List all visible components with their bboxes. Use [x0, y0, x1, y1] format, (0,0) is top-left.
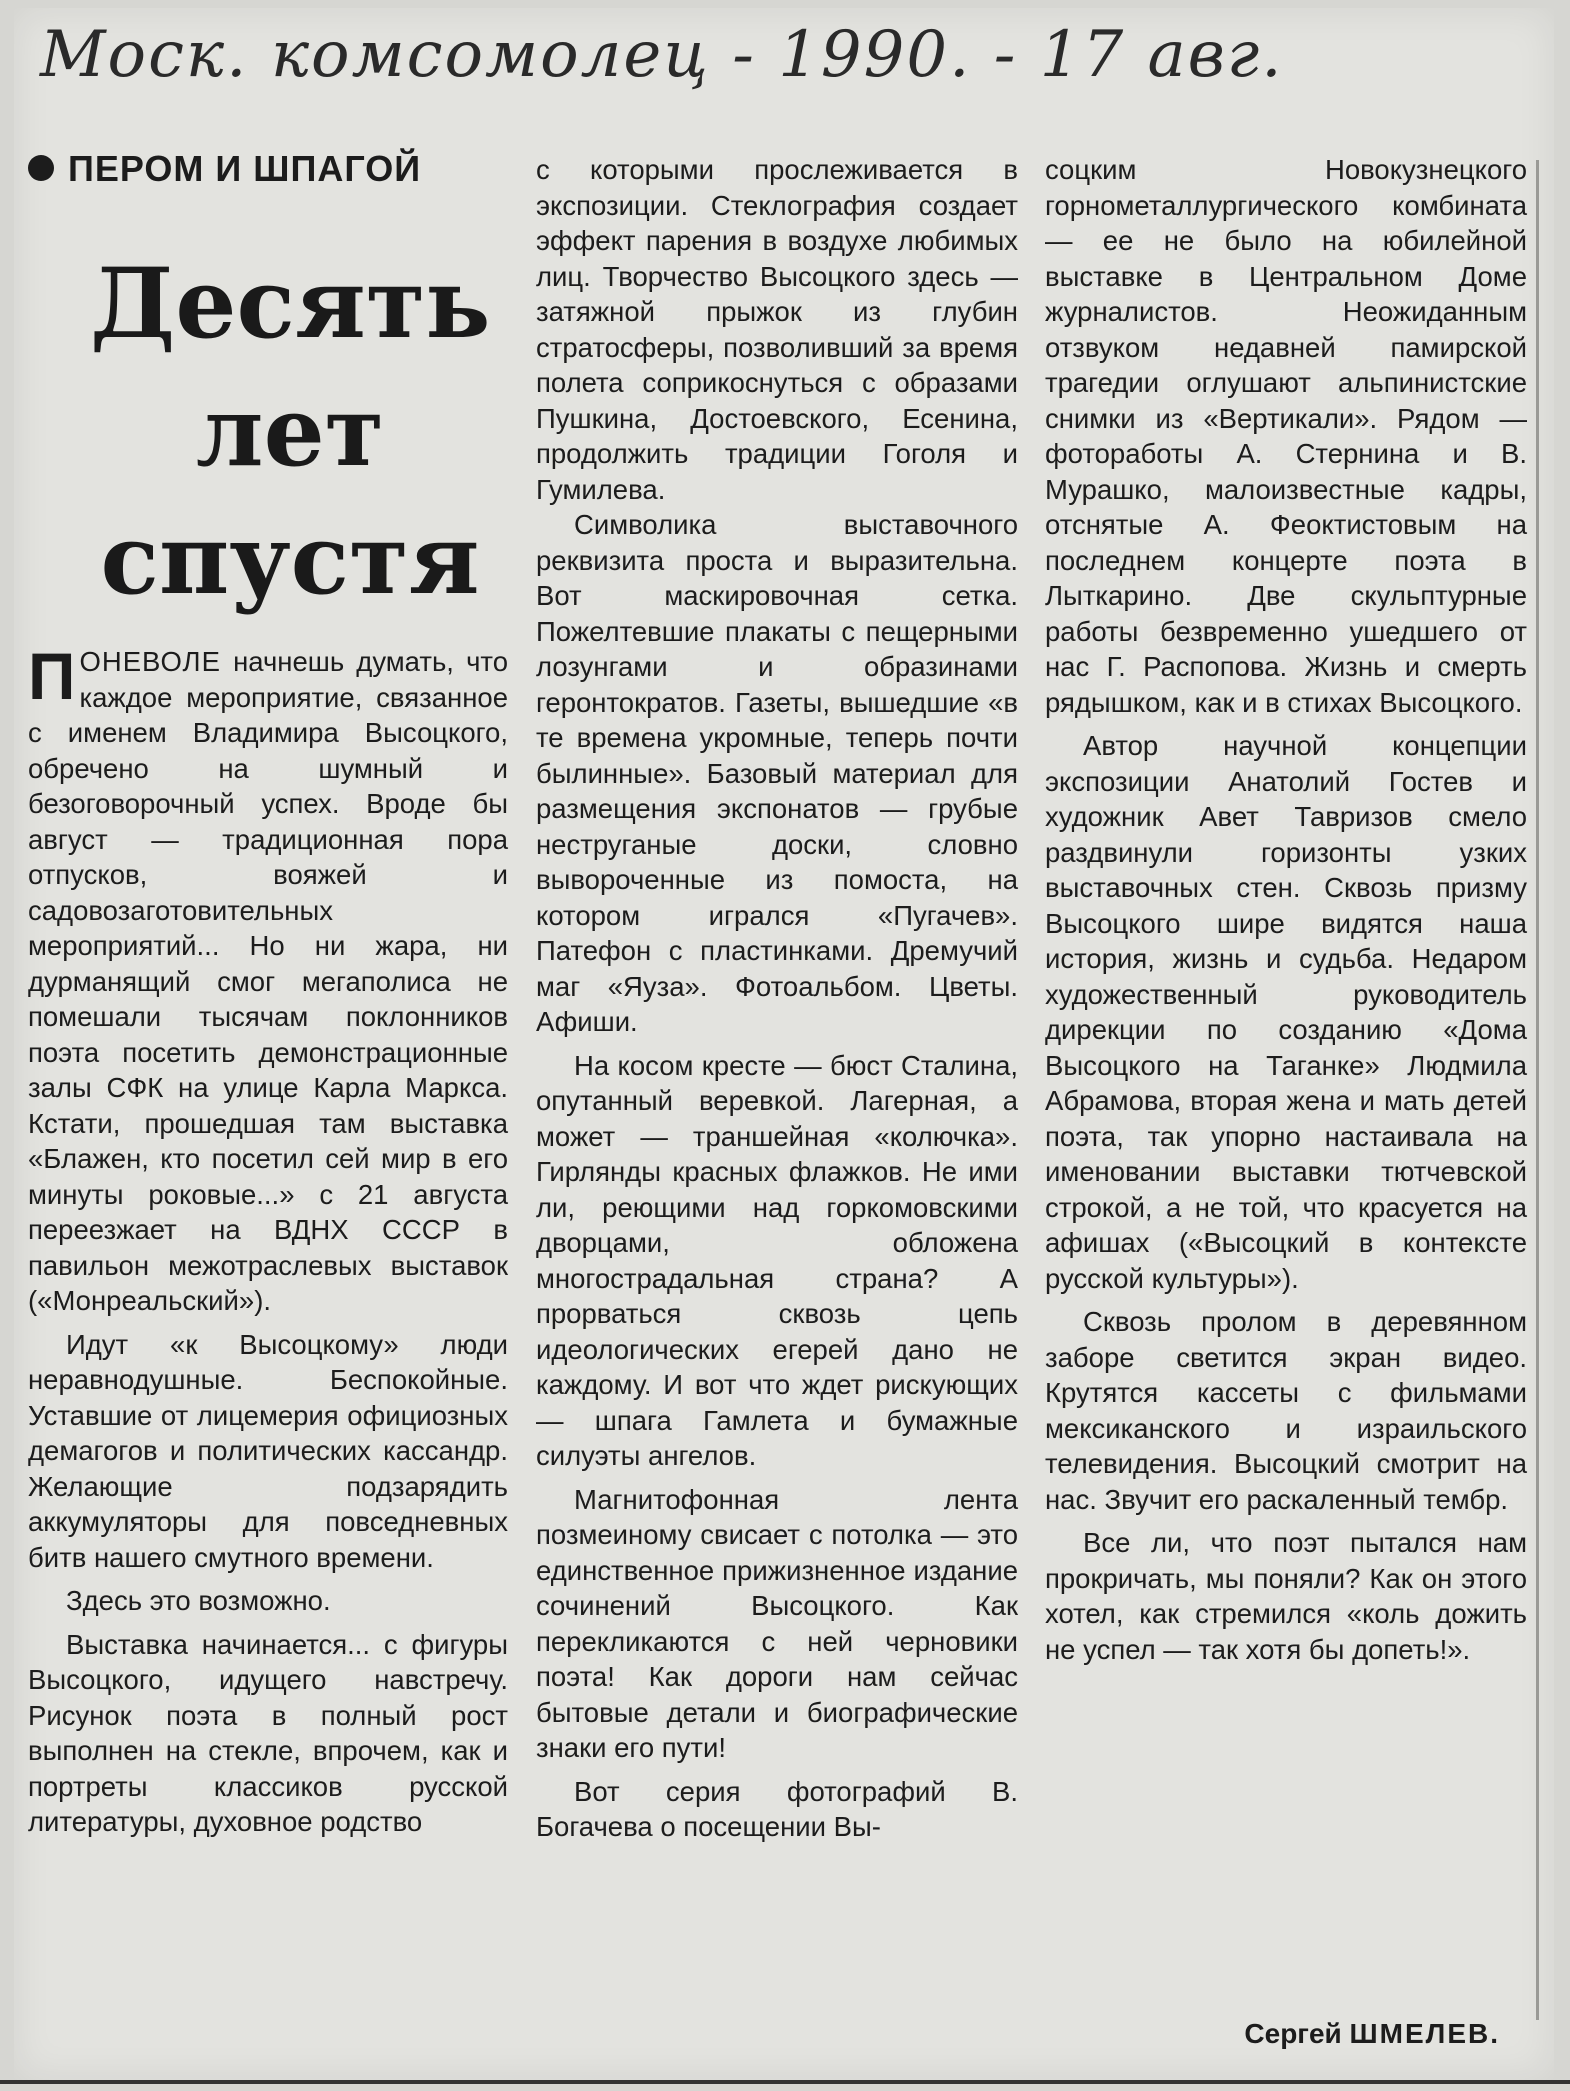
paragraph: соцким Новокузнецкого горнометаллургического комбината — ее не было на юбилейной выставке в Центральном Доме журналистов. Неожиданным отзвуком недавней памирской трагедии оглушают альпинистские снимки из «Вертикали». Рядом — фотоработы А. Стернина и В. Мурашко, малоизвестные кадры, отснятые А. Феоктистовым на последнем концерте поэта в Лыткарино. Две скульптурные работы безвременно ушедшего от нас Г. Распопова. Жизнь и смерть рядышком, как и в стихах Высоцкого. [1045, 154, 1527, 718]
headline-line-1: Десять [90, 247, 491, 360]
drop-cap: П [28, 639, 76, 713]
column-edge-rule [1536, 160, 1539, 2020]
headline-line-2: лет [195, 375, 385, 488]
bullet-dot-icon [28, 155, 54, 181]
bottom-rule [0, 2080, 1570, 2084]
paragraph: Сквозь пролом в деревянном заборе светится экран видео. Крутятся кассеты с фильмами мексиканского и израильского телевидения. Высоцкий смотрит на нас. Звучит его раскаленный тембр. [1045, 1306, 1527, 1515]
article-column-2 [536, 152, 1018, 1845]
author-surname: ШМЕЛЕВ. [1349, 2018, 1500, 2049]
article-column-3 [1045, 152, 1527, 1667]
paragraph: с которыми прослеживается в экспозиции. Стеклография создает эффект парения в воздухе любимых лиц. Творчество Высоцкого здесь — затяжной прыжок из глубин стратосферы, позволивший за время полета соприкоснуться с образами Пушкина, Достоевского, Есенина, продолжить традиции Гоголя и Гумилева. [536, 154, 1018, 505]
lead-caps: ОНЕВОЛЕ [79, 646, 221, 677]
paragraph: Выставка начинается... с фигуры Высоцкого, идущего навстречу. Рисунок поэта в полный рост выполнен на стекле, впрочем, как и портреты классиков русской литературы, духовное родство [28, 1628, 508, 1837]
handwritten-source-note: Моск. комсомолец - 1990. - 17 авг. [40, 18, 1284, 92]
paragraph [28, 639, 508, 1319]
paragraph: На косом кресте — бюст Сталина, опутанный веревкой. Лагерная, а может — траншейная «колючка». Гирлянды красных флажков. Не ими ли, реющими над горкомовскими дворцами, обложена многострадальная страна? А прорваться сквозь цепь идеологических егерей дано не каждому. И вот что ждет рискующих — шпага Гамлета и бумажные силуэты ангелов. [536, 1049, 1018, 1471]
paragraph: Автор научной концепции экспозиции Анатолий Гостев и художник Авет Тавризов смело раздвинули горизонты узких выставочных стен. Сквозь призму Высоцкого шире видятся наша история, жизнь и судьба. Недаром художественный руководитель дирекции по созданию «Дома Высоцкого на Таганке» Людмила Абрамова, вторая жена и мать детей поэта, так упорно настаивала на именовании выставки тютчевской строкой, а не той, что красуется на афишах («Высоцкий в контексте русской культуры»). [1045, 730, 1527, 1294]
article-headline [90, 240, 490, 624]
paragraph: Идут «к Высоцкому» люди неравнодушные. Беспокойные. Уставшие от лицемерия официозных демагогов и политических кассандр. Желающие подзарядить аккумуляторы для повседневных битв нашего смутного времени. [28, 1328, 508, 1573]
rubric-label: ПЕРОМ И ШПАГОЙ [68, 148, 422, 189]
author-first-name: Сергей [1244, 2018, 1342, 2049]
headline-line-3: спустя [100, 503, 480, 616]
paragraph: Магнитофонная лента позмеиному свисает с потолка — это единственное прижизненное издание сочинений Высоцкого. Как перекликаются с ней черновики поэта! Как дороги нам сейчас бытовые детали и биографические знаки его пути! [536, 1483, 1018, 1763]
article-column-1 [28, 639, 508, 1840]
author-byline [1200, 2018, 1500, 2050]
paragraph: Все ли, что поэт пытался нам прокричать, мы поняли? Как он этого хотел, как стремился «коль дожить не успел — так хотя бы допеть!». [1045, 1527, 1527, 1665]
paragraph: Символика выставочного реквизита проста и выразительна. Вот маскировочная сетка. Пожелтевшие плакаты с пещерными лозунгами и образинами геронтократов. Газеты, вышедшие «в те времена укромные, теперь почти былинные». Базовый материал для размещения экспонатов — грубые неструганые доски, словно вывороченные из помоста, на котором игрался «Пугачев». Патефон с пластинками. Дремучий маг «Яуза». Фотоальбом. Цветы. Афиши. [536, 509, 1018, 1037]
paragraph-text: начнешь думать, что каждое мероприятие, связанное с именем Владимира Высоцкого, обречено на шумный и безоговорочный успех. Вроде бы август — традиционная пора отпусков, вояжей и садовозаготовительных мероприятий... Но ни жара, ни дурманящий смог мегаполиса не помешали тысячам поклонников поэта посетить демонстрационные залы СФК на улице Карла Маркса. Кстати, прошедшая там выставка «Блажен, кто посетил сей мир в его минуты роковые...» с 21 августа переезжает на ВДНХ СССР в павильон межотраслевых выставок («Монреальский»). [28, 646, 508, 1316]
rubric-heading [28, 148, 518, 190]
paragraph: Вот серия фотографий В. Богачева о посещении Вы- [536, 1775, 1018, 1842]
paragraph: Здесь это возможно. [66, 1585, 331, 1616]
